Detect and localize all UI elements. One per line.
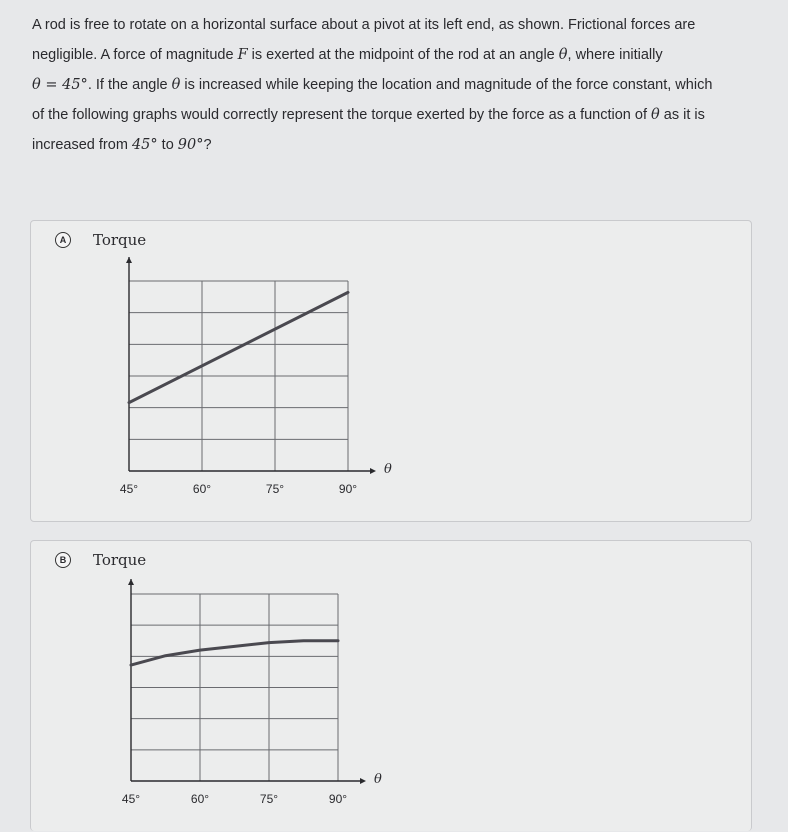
x-tick-label: 60° [192,482,212,496]
from-angle: 45° [131,137,158,153]
choice-b-y-axis-label: Torque [93,551,147,569]
x-axis-label: θ [374,772,382,787]
x-tick-label: 75° [259,792,279,806]
question-line-5: increased from 45° to 90°? [32,137,212,153]
x-axis-arrow [360,778,366,784]
y-axis-arrow [128,579,134,585]
question-line-2: negligible. A force of magnitude F is exerted at the midpoint of the rod at an angle θ, where initially [32,47,663,63]
initial-angle: θ = 45° [32,77,88,93]
x-axis-arrow [370,468,376,474]
choice-b-graph [31,541,751,831]
force-symbol: F [237,47,248,63]
x-tick-label: 90° [328,792,348,806]
question-text [32,10,772,160]
theta-symbol: θ [558,47,568,63]
x-tick-label: 45° [119,482,139,496]
x-tick-label: 60° [190,792,210,806]
choice-b-letter[interactable]: B [55,552,71,568]
x-tick-label: 75° [265,482,285,496]
to-angle: 90° [177,137,204,153]
choice-a-graph [31,221,751,521]
torque-series-line [129,292,348,402]
choice-a-letter[interactable]: A [55,232,71,248]
question-line-3: θ = 45°. If the angle θ is increased while keeping the location and magnitude of the force constant, which [32,77,713,93]
y-axis-arrow [126,257,132,263]
answer-choice-a[interactable] [30,220,752,522]
x-tick-label: 45° [121,792,141,806]
answer-choice-b[interactable] [30,540,752,831]
question-line-4: of the following graphs would correctly represent the torque exerted by the force as a function of θ as it is [32,107,705,123]
choice-a-y-axis-label: Torque [93,231,147,249]
theta-symbol: θ [171,77,181,93]
torque-series-line [131,641,338,665]
question-line-1: A rod is free to rotate on a horizontal surface about a pivot at its left end, as shown. Frictional forces are [32,17,696,33]
theta-symbol: θ [651,107,660,123]
x-tick-label: 90° [338,482,358,496]
x-axis-label: θ [384,462,392,477]
